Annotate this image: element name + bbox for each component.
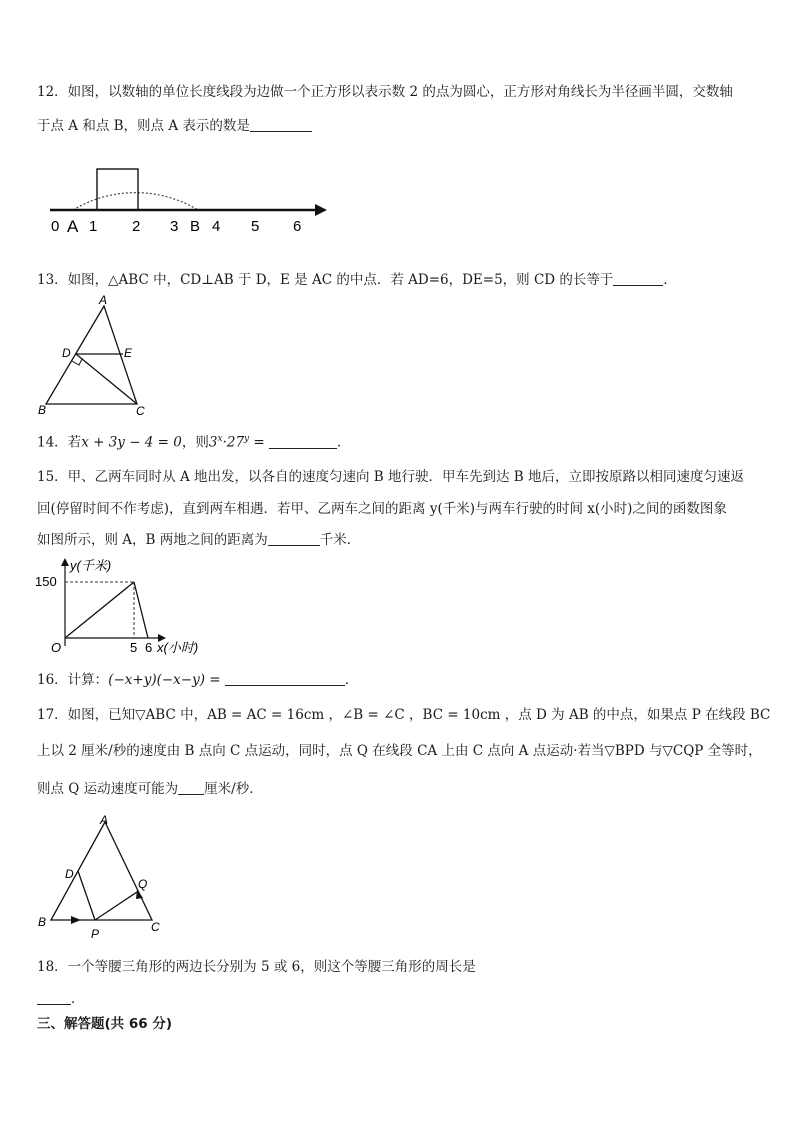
q12-line2-text: 于点 A 和点 B，则点 A 表示的数是: [37, 118, 250, 134]
section-heading-solutions: 三、解答题(共 66 分): [37, 1016, 173, 1032]
q13-line: [37, 271, 677, 289]
q12-label-1: 1: [89, 218, 98, 235]
q13-label-C: C: [136, 404, 145, 418]
q17-line3: [37, 780, 263, 798]
q16-prefix: 16．计算：: [37, 672, 109, 688]
q12-label-6: 6: [293, 218, 302, 235]
q13-text-end: ．: [663, 272, 677, 288]
q17-answer-blank[interactable]: [178, 780, 204, 795]
q17-line1: 17．如图，已知▽ABC 中，AB = AC = 16cm ，∠B = ∠C ，BC = 10cm ，点 D 为 AB 的中点，如果点 P 在线段 BC: [37, 707, 771, 723]
q17-label-A: A: [100, 813, 109, 827]
q17-label-D: D: [65, 867, 74, 881]
q12-label-4: 4: [212, 218, 221, 235]
q13-right-angle-mark: [72, 359, 82, 365]
q16-line: [37, 671, 358, 689]
q17-triangle-figure: [33, 812, 173, 944]
q17-label-C: C: [151, 920, 160, 934]
q17-segment-DP: [78, 871, 95, 920]
q15-origin: O: [51, 640, 62, 655]
q16-end: ．: [344, 672, 359, 688]
q14-eq: =: [249, 434, 265, 451]
q15-x-tick-6: 6: [145, 640, 153, 655]
q12-semicircle: [73, 193, 198, 210]
q14-answer-blank[interactable]: [269, 434, 337, 449]
q17-label-P: P: [91, 927, 100, 941]
q14-equation: x + 3y − 4 = 0: [81, 434, 182, 451]
q13-label-D: D: [62, 346, 71, 360]
q12-label-2: 2: [132, 218, 141, 235]
q12-label-0: 0: [51, 218, 60, 235]
q15-x-tick-5: 5: [130, 640, 138, 655]
q12-number-line-figure: [45, 150, 335, 240]
q12-square: [97, 169, 138, 210]
q17-arrow-BC: [71, 916, 81, 924]
q17-segment-PQ: [95, 892, 137, 920]
q13-text: 13．如图，△ABC 中，CD⊥AB 于 D，E 是 AC 的中点．若 AD=6，DE=5，则 CD 的长等于: [37, 272, 614, 288]
q13-label-B: B: [38, 403, 47, 417]
q17-label-B: B: [38, 915, 47, 929]
q17-line3-text: 则点 Q 运动速度可能为: [37, 781, 179, 797]
q12-label-3: 3: [170, 218, 179, 235]
q15-line3-text: 如图所示，则 A，B 两地之间的距离为: [37, 532, 268, 548]
q12-label-5: 5: [251, 218, 260, 235]
q12-label-A: A: [67, 217, 79, 236]
q13-label-A: A: [99, 294, 108, 307]
q14-prefix: 14．若: [37, 434, 82, 451]
q15-line2: 回(停留时间不作考虑)，直到两车相遇．若甲、乙两车之间的距离 y(千米)与两车行驶的时间 x(小时)之间的函数图象: [37, 501, 727, 517]
q15-graph-rising: [65, 582, 134, 638]
q14-middle: ，则: [181, 434, 209, 451]
q15-line1: 15．甲、乙两车同时从 A 地出发，以各自的速度匀速向 B 地行驶．甲车先到达 B 地后，立即按原路以相同速度匀速返: [37, 469, 745, 485]
q17-line3-end: 厘米/秒．: [204, 781, 263, 797]
q14-expr-base: 3: [208, 434, 218, 451]
q17-label-Q: Q: [138, 877, 148, 891]
q14-line: [37, 430, 351, 452]
q13-triangle-figure: [30, 294, 160, 420]
q15-answer-blank[interactable]: [268, 531, 320, 546]
q18-line2-end: ．: [71, 991, 85, 1007]
q12-axis-arrow: [315, 204, 327, 216]
q13-segment-DC: [76, 354, 137, 404]
q18-line1: 18．一个等腰三角形的两边长分别为 5 或 6，则这个等腰三角形的周长是: [37, 959, 476, 975]
q15-y-axis-arrow: [61, 558, 69, 566]
q16-answer-blank[interactable]: [225, 671, 345, 686]
q18-line2: [37, 990, 85, 1008]
q12-line1: 12．如图，以数轴的单位长度线段为边做一个正方形以表示数 2 的点为圆心，正方形对角线长为半径画半圆，交数轴: [37, 84, 733, 100]
q15-line3: [37, 531, 360, 549]
q14-expr-27: ·27: [222, 434, 245, 451]
q12-line2: [37, 117, 312, 135]
q13-label-E: E: [124, 346, 133, 360]
q15-ylabel: y(千米): [70, 558, 112, 573]
q12-answer-blank[interactable]: [250, 117, 312, 132]
q15-graph-falling: [134, 582, 148, 638]
q15-line3-end: 千米．: [319, 532, 361, 548]
q15-distance-time-graph: [34, 556, 224, 660]
q14-exp-x: x: [217, 434, 223, 444]
q13-answer-blank[interactable]: [613, 271, 663, 286]
q14-exp-y: y: [244, 434, 250, 444]
q15-xlabel: x(小时): [157, 640, 199, 655]
q17-line2: 上以 2 厘米/秒的速度由 B 点向 C 点运动，同时，点 Q 在线段 CA 上由 C 点向 A 点运动·若当▽BPD 与▽CQP 全等时，: [37, 743, 762, 759]
q16-expr: (−x+y)(−x−y) =: [108, 672, 221, 688]
q18-answer-blank[interactable]: [37, 990, 71, 1005]
q14-end: ．: [337, 434, 351, 451]
q12-label-B: B: [190, 218, 201, 235]
q15-y-tick-150: 150: [35, 574, 57, 589]
